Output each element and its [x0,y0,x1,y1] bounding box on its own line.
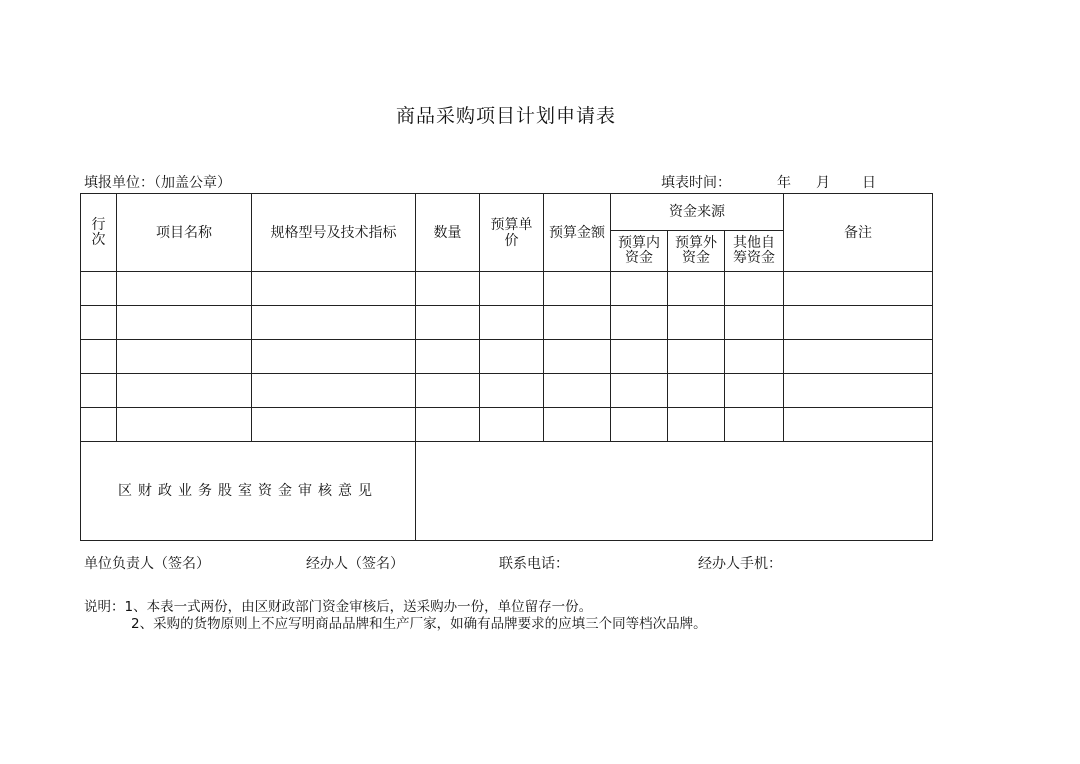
table-cell[interactable] [668,374,725,408]
phone-label: 联系电话： [499,556,569,572]
table-cell[interactable] [668,340,725,374]
unit-leader-signature: 单位负责人（签名） [84,556,210,572]
table-cell[interactable] [725,306,784,340]
table-cell[interactable] [611,340,668,374]
date-month-label: 月 [816,175,830,191]
header-fund-self-label: 其他自筹资金 [733,235,775,266]
table-cell[interactable] [252,374,416,408]
table-cell[interactable] [611,272,668,306]
table-cell[interactable] [252,306,416,340]
table-cell[interactable] [252,272,416,306]
table-cell[interactable] [725,408,784,442]
table-cell[interactable] [117,374,252,408]
table-cell[interactable] [544,374,611,408]
table-row [81,340,933,374]
header-quantity: 数量 [416,194,480,272]
table-cell[interactable] [480,306,544,340]
header-fund-out-budget [668,231,725,272]
table-cell[interactable] [784,272,933,306]
header-fund-self [725,231,784,272]
header-unit-price-label: 预算单价 [490,216,533,249]
table-cell[interactable] [416,374,480,408]
fill-time-label: 填表时间： [661,175,731,191]
table-cell[interactable] [784,340,933,374]
table-row [81,272,933,306]
header-item-name: 项目名称 [117,194,252,272]
header-fund-in-budget [611,231,668,272]
table-cell[interactable] [117,306,252,340]
table-cell[interactable] [784,306,933,340]
table-row [81,374,933,408]
table-cell[interactable] [252,408,416,442]
header-fund-out-budget-label: 预算外资金 [675,235,717,266]
table-cell[interactable] [544,408,611,442]
table-cell[interactable] [117,408,252,442]
date-day-label: 日 [862,175,876,191]
table-row [81,408,933,442]
table-cell[interactable] [480,272,544,306]
table-cell[interactable] [117,340,252,374]
table-cell[interactable] [611,408,668,442]
table-cell[interactable] [668,306,725,340]
header-fund-in-budget-label: 预算内资金 [618,235,660,266]
table-cell[interactable] [668,272,725,306]
application-table [80,193,933,541]
opinion-row [81,442,933,541]
table-cell[interactable] [416,272,480,306]
handler-signature: 经办人（签名） [306,556,404,572]
table-cell[interactable] [725,340,784,374]
table-row [81,306,933,340]
form-title: 商品采购项目计划申请表 [395,105,616,127]
table-cell[interactable] [81,374,117,408]
table-cell[interactable] [611,306,668,340]
table-cell[interactable] [480,408,544,442]
table-cell[interactable] [117,272,252,306]
header-row-no [81,194,117,272]
table-cell[interactable] [544,272,611,306]
table-cell[interactable] [81,272,117,306]
table-cell[interactable] [784,374,933,408]
note-line-2: 2、采购的货物原则上不应写明商品品牌和生产厂家，如确有品牌要求的应填三个同等档次品牌。 [131,616,707,632]
table-cell[interactable] [668,408,725,442]
table-cell[interactable] [725,374,784,408]
header-amount: 预算金额 [544,194,611,272]
date-year-label: 年 [777,175,791,191]
table-cell[interactable] [725,272,784,306]
table-cell[interactable] [416,340,480,374]
header-remarks: 备注 [784,194,933,272]
table-cell[interactable] [784,408,933,442]
table-cell[interactable] [611,374,668,408]
table-cell[interactable] [81,306,117,340]
header-spec: 规格型号及技术指标 [252,194,416,272]
table-cell[interactable] [480,340,544,374]
handler-mobile-label: 经办人手机： [698,556,782,572]
opinion-label: 区财政业务股室资金审核意见 [81,442,416,541]
header-fund-source: 资金来源 [611,194,784,231]
table-cell[interactable] [480,374,544,408]
fill-unit-label: 填报单位：（加盖公章） [84,175,231,191]
table-cell[interactable] [81,408,117,442]
table-cell[interactable] [416,408,480,442]
table-cell[interactable] [416,306,480,340]
note-line-1: 说明：1、本表一式两份，由区财政部门资金审核后，送采购办一份，单位留存一份。 [84,599,593,615]
table-cell[interactable] [252,340,416,374]
table-cell[interactable] [544,340,611,374]
header-row-no-label: 行次 [91,216,106,248]
table-cell[interactable] [544,306,611,340]
opinion-field[interactable] [416,442,933,541]
table-cell[interactable] [81,340,117,374]
header-unit-price [480,194,544,272]
